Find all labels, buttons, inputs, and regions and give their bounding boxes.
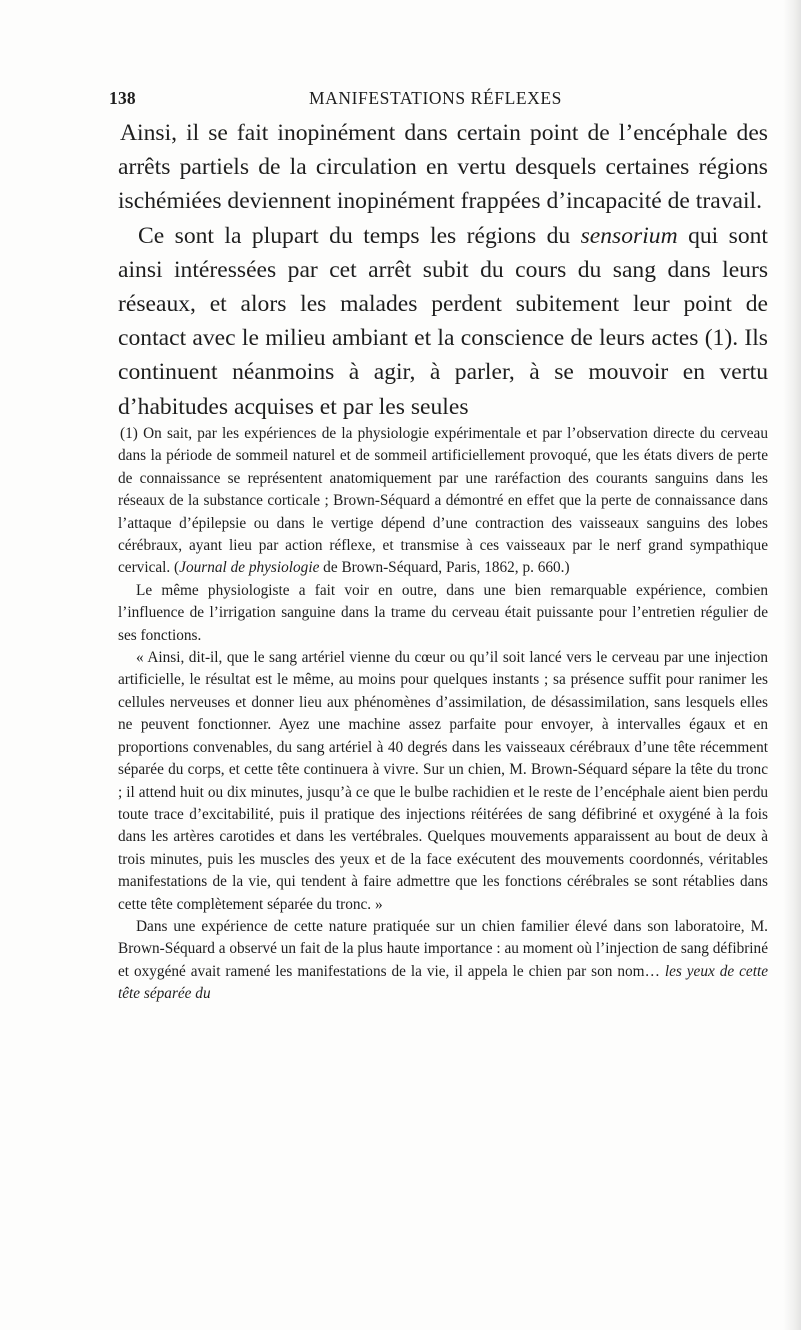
- running-head: [109, 88, 762, 114]
- footnote-4-italic: les yeux de cette tête séparée du: [118, 962, 768, 1003]
- journal-title: Journal de physiologie: [179, 559, 320, 577]
- main-text: [118, 116, 768, 424]
- footnotes: [118, 423, 768, 1006]
- paragraph-2-end: qui sont ainsi intéressées par cet arrêt subit du cours du sang dans leurs réseaux, et alors les malades perdent subitement leur point de contact avec le milieu ambiant et la conscience de leurs actes (1). Ils continuent néanmoins à agir, à parler, à se mouvoir en vertu d’habitudes acquises et par les seules: [118, 222, 768, 420]
- footnote-1: [118, 423, 768, 580]
- footnote-1-end: de Brown-Séquard, Paris, 1862, p. 660.): [319, 559, 570, 577]
- page-edge-shadow: [783, 0, 801, 1330]
- running-title: MANIFESTATIONS RÉFLEXES: [308, 88, 563, 108]
- footnote-1-start: (1) On sait, par les expériences de la physiologie expérimentale et par l’observation directe du cerveau dans la période de sommeil naturel et de sommeil artificiellement provoqué, que les états divers de perte de connaissance se représentent anatomiquement par une raréfaction des courants sanguins dans les réseaux de la substance corticale ; Brown-Séquard a démontré en effet que la perte de connaissance dans l’attaque d’épilepsie ou dans le vertige dépend d’une contraction des vaisseaux sanguins des lobes cérébraux, ayant lieu par action réflexe, et transmise à ces vaisseaux par le nerf grand sympathique cervical. (: [118, 425, 768, 577]
- paragraph-2: [118, 219, 768, 424]
- paragraph-1: Ainsi, il se fait inopinément dans certain point de l’encéphale des arrêts partiels de la circulation en vertu desquels certaines régions ischémiées deviennent inopinément frappées d’incapacité de travail.: [118, 120, 768, 215]
- footnote-quotation: « Ainsi, dit-il, que le sang artériel vienne du cœur ou qu’il soit lancé vers le cerveau par une injection artificielle, le résultat est le même, au moins pour quelques instants ; sa présence suffit pour ranimer les cellules nerveuses et donner lieu aux phénomènes d’assimilation, de désassimilation, sans lesquels elles ne peuvent fonctionner. Ayez une machine assez parfaite pour envoyer, à intervalles égaux et en proportions convenables, du sang artériel à 40 degrés dans les vaisseaux cérébraux d’une tête récemment séparée du corps, et cette tête continuera à vivre. Sur un chien, M. Brown-Séquard sépare la tête du tronc ; il attend huit ou dix minutes, jusqu’à ce que le bulbe rachidien et le reste de l’encéphale aient bien perdu toute trace d’excitabilité, puis il pratique des injections réitérées de sang défibriné et oxygéné à la fois dans les artères carotides et dans les vertébrales. Quelques mouvements apparaissent au bout de deux à trois minutes, puis les muscles des yeux et de la face exécutent des mouvements coordonnés, véritables manifestations de la vie, qui tendent à faire admettre que les fonctions cérébrales se sont rétablies dans cette tête complètement séparée du tronc. »: [118, 649, 768, 913]
- footnote-paragraph-2: Le même physiologiste a fait voir en outre, dans une bien remarquable expérience, combien l’influence de l’irrigation sanguine dans la trame du cerveau était puissante pour l’entretien régulier de ses fonctions.: [118, 581, 768, 644]
- footnote-4-start: Dans une expérience de cette nature pratiquée sur un chien familier élevé dans son laboratoire, M. Brown-Séquard a observé un fait de la plus haute importance : au moment où l’injection de sang défibriné et oxygéné avait ramené les manifestations de la vie, il appela le chien par son nom…: [118, 917, 768, 980]
- page-number: 138: [109, 88, 136, 108]
- sensorium-term: sensorium: [580, 222, 678, 249]
- paragraph-2-start: Ce sont la plupart du temps les régions du: [138, 222, 581, 249]
- footnote-paragraph-4: [118, 916, 768, 1006]
